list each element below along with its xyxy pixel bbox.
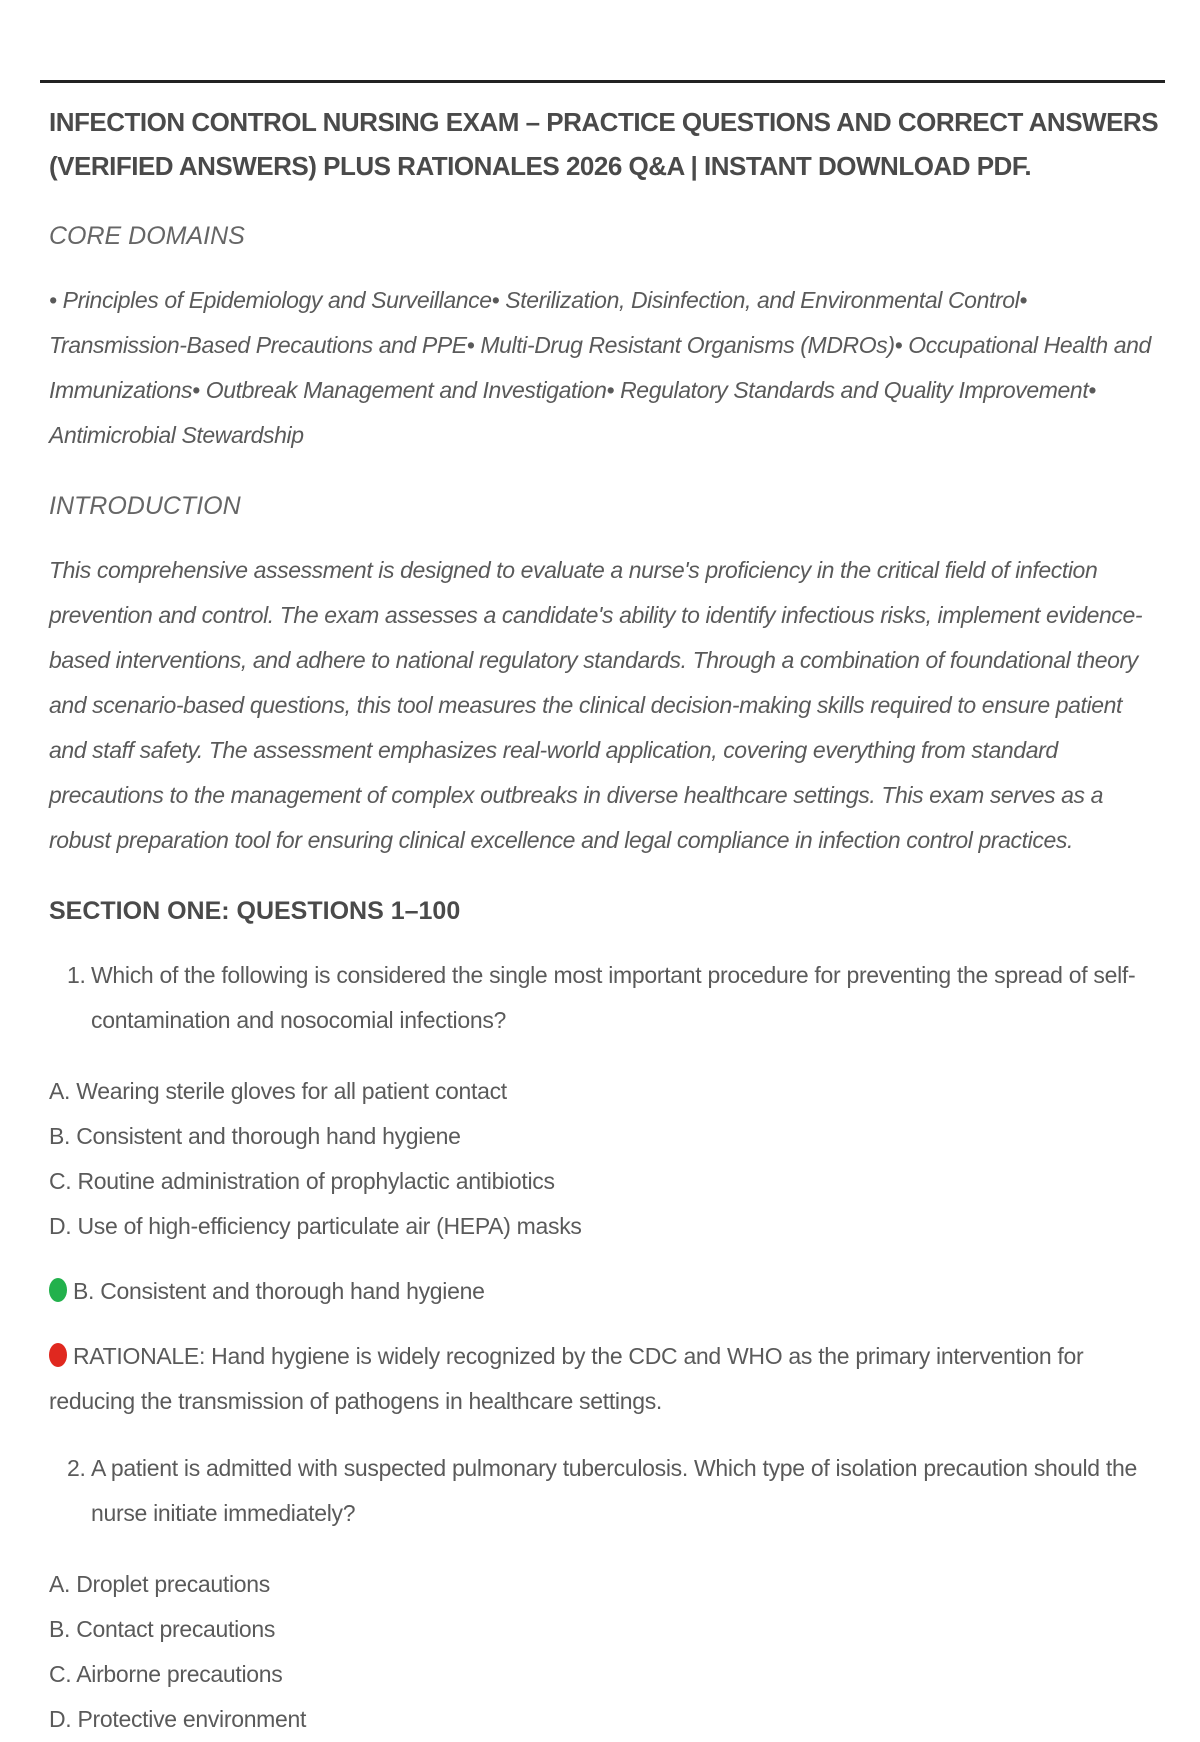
section-heading: SECTION ONE: QUESTIONS 1–100	[49, 897, 461, 925]
question-1-rationale	[49, 1334, 1159, 1424]
core-domains-text: • Principles of Epidemiology and Surveillance• Sterilization, Disinfection, and Environmental Control• Transmission-Based Precautions and PPE• Multi-Drug Resistant Organisms (MDROs)• Occupational Health and Immunizations• Outbreak Management and Investigation• Regulatory Standards and Quality Improvement• Antimicrobial Stewardship	[49, 287, 1151, 448]
option-a: A. Droplet precautions	[49, 1571, 270, 1597]
question-1-options	[49, 1069, 1159, 1249]
option-c: C. Airborne precautions	[49, 1661, 283, 1687]
question-text: Which of the following is considered the single most important procedure for preventing the spread of self-contamination and nosocomial infections?	[91, 962, 1136, 1033]
option-a: A. Wearing sterile gloves for all patient contact	[49, 1078, 507, 1104]
question-number: 1.	[67, 962, 86, 988]
question-text: A patient is admitted with suspected pulmonary tuberculosis. Which type of isolation precaution should the nurse initiate immediately?	[91, 1455, 1137, 1526]
option-b: B. Consistent and thorough hand hygiene	[49, 1123, 461, 1149]
green-circle-icon	[49, 1278, 67, 1302]
option-d: D. Protective environment	[49, 1706, 307, 1732]
red-circle-icon	[49, 1343, 67, 1367]
core-domains-label: CORE DOMAINS	[49, 222, 245, 250]
option-b: B. Contact precautions	[49, 1616, 276, 1642]
question-2	[67, 1446, 1159, 1536]
rationale-text: RATIONALE: Hand hygiene is widely recognized by the CDC and WHO as the primary intervention for reducing the transmission of pathogens in healthcare settings.	[49, 1343, 1084, 1414]
answer-text: B. Consistent and thorough hand hygiene	[73, 1278, 485, 1304]
top-rule	[40, 80, 1165, 83]
question-number: 2.	[67, 1455, 86, 1481]
option-d: D. Use of high-efficiency particulate air (HEPA) masks	[49, 1213, 582, 1239]
document-title: INFECTION CONTROL NURSING EXAM – PRACTICE QUESTIONS AND CORRECT ANSWERS (VERIFIED ANSWERS) PLUS RATIONALES 2026 Q&A | INSTANT DOWNLOAD PDF.	[49, 107, 1159, 181]
option-c: C. Routine administration of prophylactic antibiotics	[49, 1168, 555, 1194]
document-body	[49, 100, 1159, 1742]
question-2-options	[49, 1562, 1159, 1742]
introduction-text: This comprehensive assessment is designed to evaluate a nurse's proficiency in the critical field of infection prevention and control. The exam assesses a candidate's ability to identify infectious risks, implement evidence-based interventions, and adhere to national regulatory standards. Through a combination of foundational theory and scenario-based questions, this tool measures the clinical decision-making skills required to ensure patient and staff safety. The assessment emphasizes real-world application, covering everything from standard precautions to the management of complex outbreaks in diverse healthcare settings. This exam serves as a robust preparation tool for ensuring clinical excellence and legal compliance in infection control practices.	[49, 557, 1143, 853]
question-1-answer	[49, 1269, 1159, 1314]
question-1	[67, 953, 1159, 1043]
introduction-label: INTRODUCTION	[49, 492, 241, 520]
